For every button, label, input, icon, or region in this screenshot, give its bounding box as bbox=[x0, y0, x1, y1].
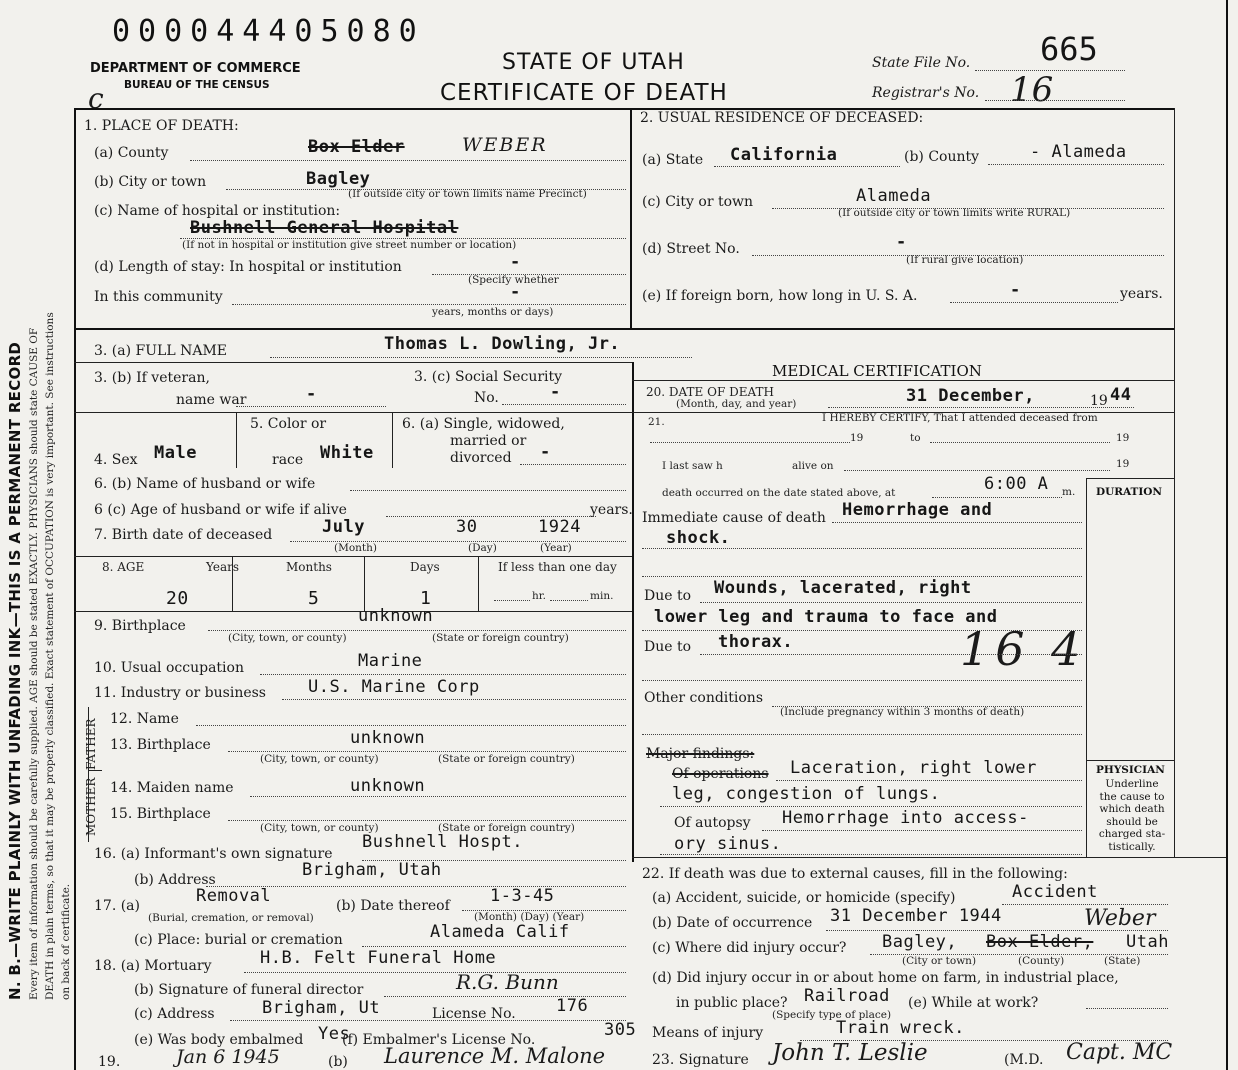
race-value: White bbox=[320, 443, 374, 463]
full-name-value: Thomas L. Dowling, Jr. bbox=[384, 334, 621, 354]
coder-mark: 16 4 bbox=[960, 622, 1087, 676]
due-to-label-1: Due to bbox=[644, 588, 692, 604]
city-label: (b) City or town bbox=[94, 174, 207, 190]
state-file-label: State File No. bbox=[872, 55, 971, 71]
res-foreign-label: (e) If foreign born, how long in U. S. A. bbox=[642, 288, 918, 304]
certificate-title: CERTIFICATE OF DEATH bbox=[440, 80, 728, 106]
age-days-label: Days bbox=[410, 560, 440, 574]
sidebar-note-2: DEATH in plain terms, so that it may be properly classified. Exact statement of OCCUPATION is very important. See instructions bbox=[44, 312, 56, 1000]
due-to-value-3: thorax. bbox=[718, 632, 794, 652]
birth-month: July bbox=[322, 517, 365, 537]
signature-label: 23. Signature bbox=[652, 1052, 749, 1068]
disposition-value: Removal bbox=[196, 886, 272, 906]
item-19-b-label: (b) bbox=[328, 1054, 348, 1070]
mother-birthplace-label: 15. Birthplace bbox=[110, 806, 211, 822]
funeral-director-signature: R.G. Bunn bbox=[456, 970, 559, 994]
sidebar-note-1: Every item of information should be carefully supplied. AGE should be stated EXACTLY. PHYSICIANS should state CAUSE OF bbox=[28, 327, 40, 1000]
birthplace-state-note: (State or foreign country) bbox=[432, 632, 569, 644]
embalmer-license-value: 305 bbox=[604, 1020, 637, 1040]
res-city-note: (If outside city or town limits write RURAL) bbox=[838, 207, 1071, 219]
public-place-label: in public place? bbox=[676, 995, 788, 1011]
date-of-death-value: 31 December, bbox=[906, 386, 1035, 406]
county-label: (a) County bbox=[94, 145, 169, 161]
age-spouse-label: 6 (c) Age of husband or wife if alive bbox=[94, 502, 347, 518]
specify-note: (Specify whether bbox=[468, 274, 559, 286]
physician-note-line: should be bbox=[1106, 815, 1158, 828]
pregnancy-note: (Include pregnancy within 3 months of death) bbox=[780, 706, 1025, 718]
serial-number: 000044405080 bbox=[112, 14, 425, 49]
birthplace-city-note: (City, town, or county) bbox=[228, 632, 347, 644]
age-label: 8. AGE bbox=[102, 560, 145, 574]
age-years-value: 20 bbox=[166, 588, 189, 609]
means-of-injury-label: Means of injury bbox=[652, 1025, 764, 1041]
occurrence-annotation: Weber bbox=[1084, 906, 1156, 931]
due-to-value-2: lower leg and trauma to face and bbox=[654, 607, 998, 627]
birthplace-value: unknown bbox=[358, 606, 434, 626]
accident-label: (a) Accident, suicide, or homicide (specify) bbox=[652, 890, 956, 906]
age-spouse-years: years. bbox=[590, 502, 633, 518]
county-value: WEBER bbox=[462, 134, 548, 156]
community-value: - bbox=[510, 282, 521, 302]
age-days-value: 1 bbox=[420, 588, 432, 609]
medical-certification-heading: MEDICAL CERTIFICATION bbox=[772, 362, 982, 380]
margin-mark: c bbox=[88, 82, 104, 115]
age-years-label: Years bbox=[206, 560, 240, 574]
mother-city-note: (City, town, or county) bbox=[260, 822, 379, 834]
birth-day-note: (Day) bbox=[468, 542, 497, 554]
license-value: 176 bbox=[556, 996, 589, 1016]
county-note: (County) bbox=[1018, 955, 1065, 967]
physician-note-line: the cause to bbox=[1099, 790, 1165, 803]
res-city-value: Alameda bbox=[856, 186, 932, 206]
marital-label-1: 6. (a) Single, widowed, bbox=[402, 416, 565, 432]
death-occurred-label: death occurred on the date stated above, at bbox=[662, 487, 896, 499]
operations-label: Of operations bbox=[672, 766, 769, 782]
sex-value: Male bbox=[154, 443, 197, 463]
injury-city-value: Bagley, bbox=[882, 932, 958, 952]
res-state-label: (a) State bbox=[642, 152, 704, 168]
injury-county-value: Box Elder, bbox=[986, 932, 1094, 952]
mother-maiden-value: unknown bbox=[350, 776, 426, 796]
certify-from-year: 19 bbox=[850, 432, 864, 444]
immediate-cause-value-2: shock. bbox=[666, 528, 731, 548]
autopsy-value: Hemorrhage into access- bbox=[782, 808, 1029, 828]
father-birthplace-label: 13. Birthplace bbox=[110, 737, 211, 753]
sex-label: 4. Sex bbox=[94, 452, 138, 468]
certify-to-label: to bbox=[910, 432, 921, 444]
industry-value: U.S. Marine Corp bbox=[308, 677, 480, 697]
embalmed-label: (e) Was body embalmed bbox=[134, 1032, 304, 1048]
certify-to-year: 19 bbox=[1116, 432, 1130, 444]
item-19-label: 19. bbox=[98, 1054, 121, 1070]
injury-state-value: Utah bbox=[1126, 932, 1169, 952]
immediate-cause-value-1: Hemorrhage and bbox=[842, 500, 993, 520]
date-of-death-year: 44 bbox=[1110, 385, 1132, 405]
physician-note bbox=[1090, 778, 1174, 853]
marital-label-2: married or bbox=[450, 433, 527, 449]
sidebar-note-3: on back of certificate. bbox=[60, 883, 72, 1000]
department-label: DEPARTMENT OF COMMERCE bbox=[90, 61, 301, 76]
social-security-no-label: No. bbox=[474, 390, 499, 406]
birth-day: 30 bbox=[456, 517, 478, 537]
physician-rank: Capt. MC bbox=[1066, 1040, 1173, 1065]
local-registrar-signature: Laurence M. Malone bbox=[384, 1044, 606, 1068]
mortuary-address-value: Brigham, Ut bbox=[262, 998, 381, 1018]
hour-label: hr. bbox=[532, 590, 546, 602]
birthplace-label: 9. Birthplace bbox=[94, 618, 186, 634]
father-name-label: 12. Name bbox=[110, 711, 179, 727]
certify-text: I HEREBY CERTIFY, That I attended deceased from bbox=[822, 412, 1098, 424]
res-foreign-value: - bbox=[1010, 280, 1021, 300]
res-state-value: California bbox=[730, 145, 838, 165]
funeral-director-label: (b) Signature of funeral director bbox=[134, 982, 364, 998]
due-to-label-2: Due to bbox=[644, 639, 692, 655]
marital-label-3: divorced bbox=[450, 450, 512, 466]
less-than-day-label: If less than one day bbox=[498, 560, 617, 574]
industry-label: 11. Industry or business bbox=[94, 685, 266, 701]
community-label: In this community bbox=[94, 289, 223, 305]
md-label: (M.D. bbox=[1004, 1052, 1044, 1068]
informant-address-label: (b) Address bbox=[134, 872, 216, 888]
public-place-value: Railroad bbox=[804, 986, 890, 1006]
physician-note-line: charged sta- bbox=[1098, 828, 1166, 840]
marital-value: - bbox=[540, 442, 551, 462]
state-title: STATE OF UTAH bbox=[502, 50, 685, 75]
occurrence-value: 31 December 1944 bbox=[830, 906, 1002, 926]
social-security-value: - bbox=[550, 382, 561, 402]
birth-year-note: (Year) bbox=[540, 542, 572, 554]
operations-value-2: leg, congestion of lungs. bbox=[672, 784, 941, 804]
mother-maiden-label: 14. Maiden name bbox=[110, 780, 234, 796]
alive-on-label: alive on bbox=[792, 460, 834, 472]
hospital-value: Bushnell General Hospital bbox=[190, 218, 459, 238]
res-county-label: (b) County bbox=[904, 149, 980, 165]
res-county-value: - Alameda bbox=[1030, 142, 1127, 162]
item-21-label: 21. bbox=[648, 416, 665, 428]
date-thereof-label: (b) Date thereof bbox=[336, 898, 450, 914]
autopsy-value-2: ory sinus. bbox=[674, 834, 782, 854]
birth-year: 1924 bbox=[538, 517, 581, 537]
autopsy-label: Of autopsy bbox=[674, 815, 751, 831]
informant-value: Bushnell Hospt. bbox=[362, 832, 524, 852]
time-am-label: m. bbox=[1062, 486, 1076, 498]
length-of-stay-label: (d) Length of stay: In hospital or institution bbox=[94, 259, 402, 275]
res-years: years. bbox=[1120, 286, 1163, 302]
disposition-label: 17. (a) bbox=[94, 898, 140, 914]
disposition-note: (Burial, cremation, or removal) bbox=[148, 912, 314, 924]
father-side-label: FATHER bbox=[84, 718, 98, 770]
mother-side-label: MOTHER bbox=[84, 777, 98, 836]
state-note: (State) bbox=[1104, 955, 1141, 967]
county-struck-value: Box Elder bbox=[308, 137, 405, 157]
last-saw-label: I last saw h bbox=[662, 460, 723, 472]
registrar-label: Registrar's No. bbox=[872, 85, 980, 101]
sidebar-warning: N. B.—WRITE PLAINLY WITH UNFADING INK—THIS IS A PERMANENT RECORD bbox=[6, 341, 24, 1000]
informant-label: 16. (a) Informant's own signature bbox=[94, 846, 333, 862]
res-street-note: (If rural give location) bbox=[906, 254, 1024, 266]
res-city-label: (c) City or town bbox=[642, 194, 754, 210]
occupation-label: 10. Usual occupation bbox=[94, 660, 244, 676]
accident-value: Accident bbox=[1012, 882, 1098, 902]
veteran-label: 3. (b) If veteran, bbox=[94, 370, 210, 386]
operations-value: Laceration, right lower bbox=[790, 758, 1037, 778]
external-causes-heading: 22. If death was due to external causes, fill in the following: bbox=[642, 866, 1068, 882]
age-months-value: 5 bbox=[308, 588, 320, 609]
mortuary-value: H.B. Felt Funeral Home bbox=[260, 948, 497, 968]
mortuary-address-label: (c) Address bbox=[134, 1006, 215, 1022]
war-label: name war bbox=[176, 392, 247, 408]
registrar-number: 16 bbox=[1010, 70, 1054, 110]
date-thereof-note: (Month) (Day) (Year) bbox=[474, 911, 585, 923]
immediate-cause-label: Immediate cause of death bbox=[642, 510, 826, 526]
occurrence-label: (b) Date of occurrence bbox=[652, 915, 813, 931]
date-of-death-note: (Month, day, and year) bbox=[676, 398, 797, 410]
city-note: (If outside city or town limits name Precinct) bbox=[348, 188, 587, 200]
full-name-label: 3. (a) FULL NAME bbox=[94, 343, 227, 359]
place-type-note: (Specify type of place) bbox=[772, 1009, 892, 1021]
mortuary-label: 18. (a) Mortuary bbox=[94, 958, 212, 974]
res-street-label: (d) Street No. bbox=[642, 241, 740, 257]
occupation-value: Marine bbox=[358, 651, 423, 671]
color-label: 5. Color or bbox=[250, 416, 327, 432]
hospital-note: (If not in hospital or institution give street number or location) bbox=[182, 239, 517, 251]
physician-heading: PHYSICIAN bbox=[1096, 764, 1165, 776]
due-to-value-1: Wounds, lacerated, right bbox=[714, 578, 972, 598]
embalmer-license-label: (f) Embalmer's License No. bbox=[342, 1032, 536, 1048]
war-value: - bbox=[306, 384, 317, 404]
physician-note-line: tistically. bbox=[1108, 840, 1156, 853]
minute-label: min. bbox=[590, 590, 614, 602]
hospital-label: (c) Name of hospital or institution: bbox=[94, 203, 341, 219]
state-file-number: 665 bbox=[1040, 30, 1098, 68]
length-of-stay-value: - bbox=[510, 252, 521, 272]
birth-date-label: 7. Birth date of deceased bbox=[94, 527, 273, 543]
time-of-death-value: 6:00 A bbox=[984, 474, 1049, 494]
injury-location-label: (c) Where did injury occur? bbox=[652, 940, 847, 956]
father-state-note: (State or foreign country) bbox=[438, 753, 575, 765]
duration-label: DURATION bbox=[1096, 486, 1163, 498]
at-work-label: (e) While at work? bbox=[908, 995, 1039, 1011]
embalmed-value: Yes bbox=[318, 1024, 351, 1044]
major-findings-label: Major findings: bbox=[646, 746, 755, 762]
date-thereof-value: 1-3-45 bbox=[490, 886, 555, 906]
date-of-death-label: 20. DATE OF DEATH bbox=[646, 385, 774, 399]
filed-date: Jan 6 1945 bbox=[176, 1046, 280, 1068]
date-of-death-century: 19 bbox=[1090, 393, 1108, 409]
father-city-note: (City, town, or county) bbox=[260, 753, 379, 765]
social-security-label: 3. (c) Social Security bbox=[414, 369, 563, 385]
residence-heading: 2. USUAL RESIDENCE OF DECEASED: bbox=[640, 110, 924, 126]
race-label: race bbox=[272, 452, 304, 468]
years-note: years, months or days) bbox=[432, 306, 554, 318]
age-months-label: Months bbox=[286, 560, 332, 574]
mother-state-note: (State or foreign country) bbox=[438, 822, 575, 834]
city-value: Bagley bbox=[306, 169, 371, 189]
father-birthplace-value: unknown bbox=[350, 728, 426, 748]
birth-month-note: (Month) bbox=[334, 542, 378, 554]
place-of-death-heading: 1. PLACE OF DEATH: bbox=[84, 118, 239, 134]
res-street-value: - bbox=[896, 232, 907, 252]
other-conditions-label: Other conditions bbox=[644, 690, 764, 706]
informant-address-value: Brigham, Utah bbox=[302, 860, 442, 880]
husband-wife-label: 6. (b) Name of husband or wife bbox=[94, 476, 316, 492]
city-town-note: (City or town) bbox=[902, 955, 977, 967]
injury-home-label: (d) Did injury occur in or about home on farm, in industrial place, bbox=[652, 970, 1119, 986]
alive-on-year: 19 bbox=[1116, 458, 1130, 470]
physician-signature: John T. Leslie bbox=[772, 1040, 928, 1066]
physician-note-line: Underline bbox=[1105, 778, 1159, 790]
bureau-label: BUREAU OF THE CENSUS bbox=[124, 79, 270, 91]
means-of-injury-value: Train wreck. bbox=[836, 1018, 965, 1038]
physician-note-line: which death bbox=[1099, 803, 1165, 815]
burial-place-label: (c) Place: burial or cremation bbox=[134, 932, 343, 948]
license-label: License No. bbox=[432, 1006, 516, 1022]
burial-place-value: Alameda Calif bbox=[430, 922, 570, 942]
